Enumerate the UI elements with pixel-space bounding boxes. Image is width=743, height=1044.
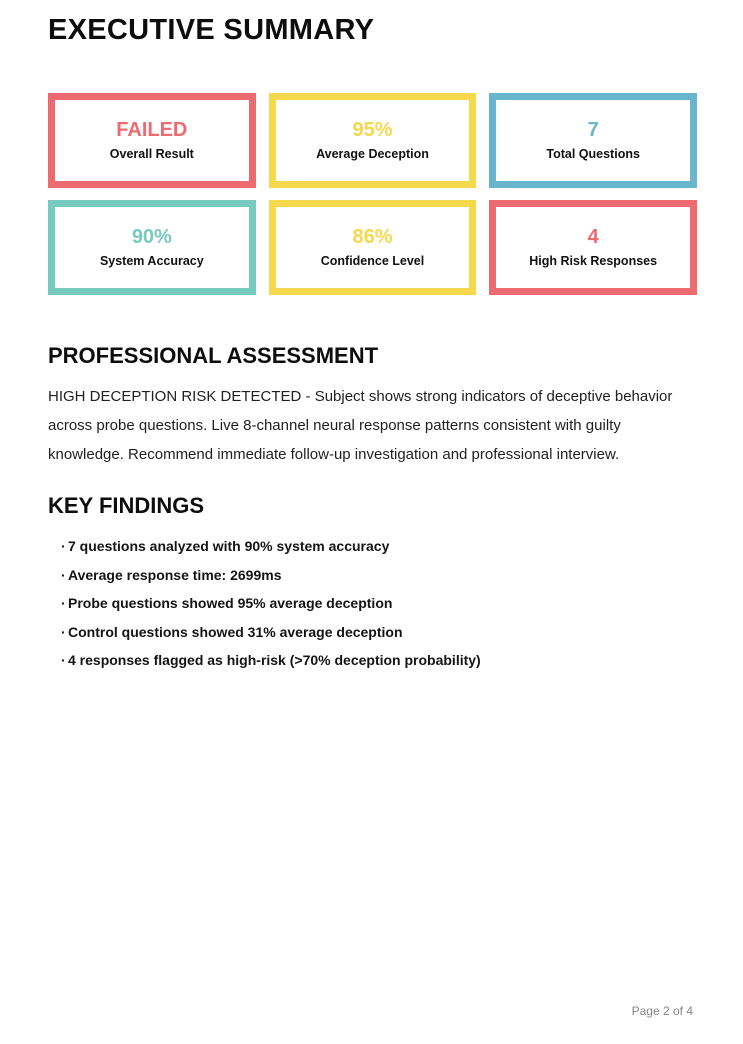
page-title: EXECUTIVE SUMMARY [48,14,375,46]
stat-card-high-risk-responses [489,200,697,295]
summary-stat-grid [48,93,697,295]
finding-item: · Probe questions showed 95% average deception [48,589,697,618]
finding-item: · 4 responses flagged as high-risk (>70% deception probability) [48,646,697,675]
stat-value: 86% [352,226,393,249]
stat-value: 4 [587,226,599,249]
stat-label: Total Questions [546,147,640,162]
finding-item: · Average response time: 2699ms [48,561,697,590]
stat-label: Overall Result [109,147,194,162]
assessment-heading: PROFESSIONAL ASSESSMENT [48,343,379,368]
page-footer: Page 2 of 4 [631,1004,693,1018]
stat-label: System Accuracy [99,254,204,269]
stat-value: 90% [131,226,172,249]
stat-value: FAILED [116,119,188,142]
stat-value: 95% [352,119,393,142]
stat-label: Average Deception [316,147,429,162]
stat-card-average-deception [269,93,477,188]
assessment-paragraph: HIGH DECEPTION RISK DETECTED - Subject shows strong indicators of deceptive behavior across probe questions. Live 8-channel neural response patterns consistent with guilty knowledge. Recommend immediate follow-up investigation and professional interview. [48,388,673,463]
stat-label: High Risk Responses [529,254,658,269]
stat-card-total-questions [489,93,697,188]
stat-card-confidence-level [269,200,477,295]
stat-value: 7 [587,119,599,142]
stat-label: Confidence Level [320,254,425,269]
stat-card-system-accuracy [48,200,256,295]
stat-card-overall-result [48,93,256,188]
finding-item: · Control questions showed 31% average deception [48,618,697,647]
findings-list [48,532,697,675]
findings-heading: KEY FINDINGS [48,493,205,518]
finding-item: · 7 questions analyzed with 90% system accuracy [48,532,697,561]
